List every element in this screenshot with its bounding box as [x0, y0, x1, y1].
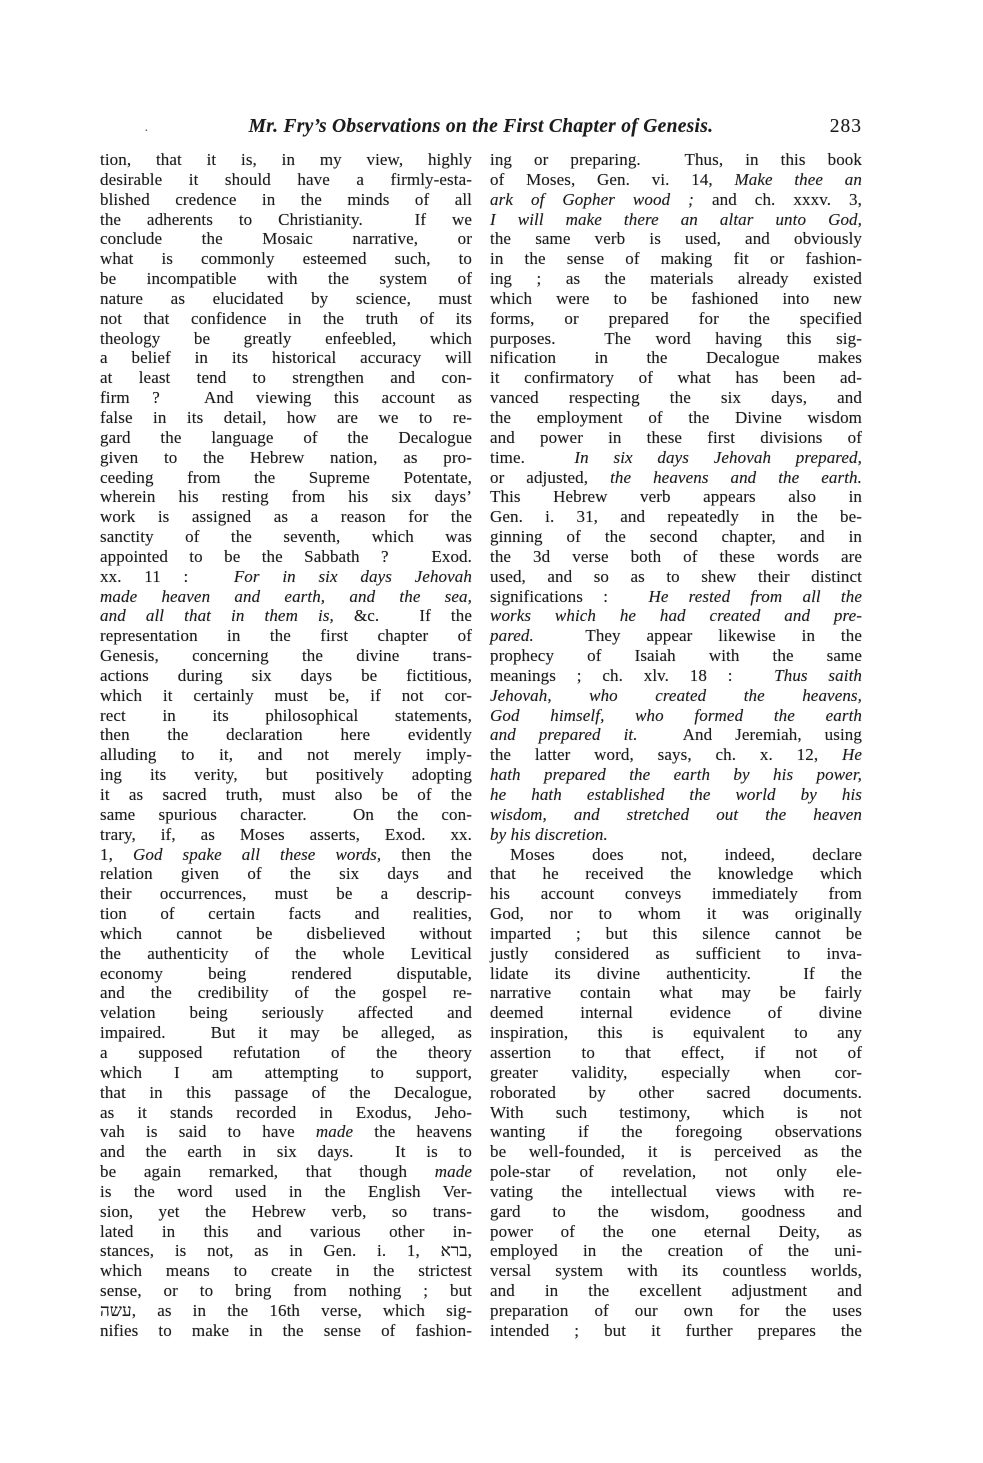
text-line: impaired. But it may be alleged, as — [100, 1023, 472, 1043]
text-line: given to the Hebrew nation, as pro- — [100, 447, 472, 467]
text-line: God himself, who formed the earth — [490, 705, 862, 725]
text-line: the adherents to Christianity. If we — [100, 209, 472, 229]
text-line: by his discretion. — [490, 824, 608, 844]
text-line: at least tend to strengthen and con- — [100, 368, 472, 388]
text-line: vah is said to have made the heavens — [100, 1122, 472, 1142]
text-line: ing ; as the materials already existed — [490, 269, 862, 289]
text-line: intended ; but it further prepares the — [490, 1320, 862, 1340]
text-line: God, nor to whom it was originally — [490, 904, 862, 924]
text-line: a belief in its historical accuracy will — [100, 348, 472, 368]
page-number: 283 — [829, 116, 862, 137]
text-line: it confirmatory of what has been ad- — [490, 368, 862, 388]
text-line: the latter word, says, ch. x. 12, He — [490, 745, 862, 765]
text-line: sion, yet the Hebrew verb, so trans- — [100, 1201, 472, 1221]
text-line: that he received the knowledge which — [490, 864, 862, 884]
text-line: This Hebrew verb appears also in — [490, 487, 862, 507]
text-line: forms, or prepared for the specified — [490, 308, 862, 328]
text-line: blished credence in the minds of all — [100, 189, 472, 209]
text-line: it as sacred truth, must also be of the — [100, 785, 472, 804]
text-line: be incompatible with the system of — [100, 269, 472, 289]
text-line: Jehovah, who created the heavens, — [490, 685, 862, 705]
text-line: time. In six days Jehovah prepared, — [490, 447, 862, 467]
text-line: vating the intellectual views with re- — [490, 1181, 862, 1201]
text-line: With such testimony, which is not — [490, 1102, 862, 1122]
text-line: lated in this and various other in- — [100, 1221, 472, 1241]
text-line: and in the excellent adjustment and — [490, 1281, 862, 1301]
text-line: which I am attempting to support, — [100, 1062, 472, 1082]
column-left — [100, 150, 472, 1341]
text-line: the employment of the Divine wisdom — [490, 407, 862, 427]
text-line: 1, God spake all these words, then the — [100, 844, 472, 864]
text-line: ceeding from the Supreme Potentate, — [100, 467, 472, 487]
text-line: preparation of our own for the uses — [490, 1300, 862, 1320]
text-line: same spurious character. On the con- — [100, 804, 472, 824]
text-line: false in its detail, how are we to re- — [100, 407, 472, 427]
text-line: stances, is not, as in Gen. i. 1, ברא, — [100, 1241, 472, 1261]
text-line: prophecy of Isaiah with the same — [490, 646, 862, 666]
text-line: works which he had created and pre- — [490, 606, 862, 626]
text-line: narrative contain what may be fairly — [490, 983, 862, 1003]
text-line: power of the one eternal Deity, as — [490, 1221, 862, 1241]
text-line: which means to create in the strictest — [100, 1261, 472, 1281]
text-line: gard to the wisdom, goodness and — [490, 1201, 862, 1221]
text-line: which were to be fashioned into new — [490, 288, 862, 308]
text-line: ark of Gopher wood ; and ch. xxxv. 3, — [490, 189, 863, 209]
text-line: firm ? And viewing this account as — [100, 388, 472, 408]
text-line: actions during six days be fictitious, — [100, 665, 472, 685]
text-line: vanced respecting the six days, and — [490, 388, 862, 408]
text-line: which cannot be disbelieved without — [100, 923, 472, 943]
text-line: tion, that it is, in my view, highly — [100, 150, 472, 169]
text-line: a supposed refutation of the theory — [100, 1042, 472, 1062]
text-line: alluding to it, and not merely imply- — [100, 745, 472, 765]
text-line: Gen. i. 31, and repeatedly in the be- — [490, 507, 862, 527]
text-line: nification in the Decalogue makes — [490, 348, 862, 368]
text-line: he hath established the world by his — [490, 785, 862, 804]
text-block — [100, 150, 862, 1341]
text-line: significations : He rested from all the — [490, 586, 862, 606]
text-line: velation being seriously affected and — [100, 1003, 472, 1023]
text-line: representation in the first chapter of — [100, 626, 472, 646]
text-line: conclude the Mosaic narrative, or — [100, 229, 472, 249]
text-line: and power in these first divisions of — [490, 427, 862, 447]
text-line: work is assigned as a reason for the — [100, 507, 472, 527]
text-line: I will make there an altar unto God, — [490, 209, 862, 229]
scan-artifact-dot: · — [144, 124, 149, 139]
column-right — [490, 150, 862, 1341]
text-line: pared. They appear likewise in the — [490, 626, 862, 646]
text-line: made heaven and earth, and the sea, — [100, 586, 472, 606]
running-head-title: Mr. Fry’s Observations on the First Chapter of Genesis. — [248, 116, 714, 137]
page-header — [100, 116, 862, 146]
text-line: xx. 11 : For in six days Jehovah — [100, 566, 472, 586]
text-line: Genesis, concerning the divine trans- — [100, 646, 472, 666]
text-line: wherein his resting from his six days’ — [100, 487, 472, 507]
text-line: hath prepared the earth by his power, — [490, 765, 862, 785]
text-line: wisdom, and stretched out the heaven — [490, 804, 862, 824]
text-line: and prepared it. And Jeremiah, using — [490, 725, 862, 745]
text-line: nature as elucidated by science, must — [100, 288, 472, 308]
text-line: wanting if the foregoing observations — [490, 1122, 862, 1142]
text-line: as it stands recorded in Exodus, Jeho- — [100, 1102, 472, 1122]
text-line: greater validity, especially when cor- — [490, 1062, 862, 1082]
text-line: ginning of the second chapter, and in — [490, 527, 862, 547]
text-line: inspiration, this is equivalent to any — [490, 1023, 862, 1043]
text-line: be again remarked, that though made — [100, 1162, 472, 1182]
text-line: ing its verity, but positively adopting — [100, 765, 472, 785]
text-line: in the sense of making fit or fashion- — [490, 249, 862, 269]
text-line: Moses does not, indeed, declare — [510, 844, 862, 864]
text-line: sense, or to bring from nothing ; but — [100, 1281, 472, 1301]
text-line: and the credibility of the gospel re- — [100, 983, 472, 1003]
text-line: trary, if, as Moses asserts, Exod. xx. — [100, 824, 472, 844]
text-line: which it certainly must be, if not cor- — [100, 685, 472, 705]
text-line: economy being rendered disputable, — [100, 963, 472, 983]
text-line: then the declaration here evidently — [100, 725, 472, 745]
text-line: be well-founded, it is perceived as the — [490, 1142, 862, 1162]
text-line: assertion to that effect, if not of — [490, 1042, 862, 1062]
text-line: rect in its philosophical statements, — [100, 705, 472, 725]
text-line: employed in the creation of the uni- — [490, 1241, 862, 1261]
text-line: appointed to be the Sabbath ? Exod. — [100, 546, 472, 566]
text-line: the same verb is used, and obviously — [490, 229, 862, 249]
text-line: deemed internal evidence of divine — [490, 1003, 862, 1023]
text-line: meanings ; ch. xlv. 18 : Thus saith — [490, 665, 862, 685]
text-line: desirable it should have a firmly-esta- — [100, 169, 472, 189]
text-line: used, and so as to shew their distinct — [490, 566, 862, 586]
text-line: versal system with its countless worlds, — [490, 1261, 862, 1281]
text-line: relation given of the six days and — [100, 864, 472, 884]
text-line: not that confidence in the truth of its — [100, 308, 472, 328]
text-line: or adjusted, the heavens and the earth. — [490, 467, 862, 487]
text-line: his account conveys immediately from — [490, 884, 862, 904]
text-line: the 3d verse both of these words are — [490, 546, 862, 566]
text-line: of Moses, Gen. vi. 14, Make thee an — [490, 169, 862, 189]
text-line: justly considered as sufficient to inva- — [490, 943, 862, 963]
text-line: is the word used in the English Ver- — [100, 1181, 472, 1201]
text-line: gard the language of the Decalogue — [100, 427, 472, 447]
text-line: עשה, as in the 16th verse, which sig- — [100, 1300, 472, 1320]
text-line: what is commonly esteemed such, to — [100, 249, 472, 269]
text-line: and all that in them is, &c. If the — [100, 606, 472, 626]
text-line: sanctity of the seventh, which was — [100, 527, 472, 547]
text-line: the authenticity of the whole Levitical — [100, 943, 472, 963]
text-line: theology be greatly enfeebled, which — [100, 328, 472, 348]
text-line: their occurrences, must be a descrip- — [100, 884, 472, 904]
text-line: pole-star of revelation, not only ele- — [490, 1162, 862, 1182]
text-line: ing or preparing. Thus, in this book — [490, 150, 862, 169]
text-line: purposes. The word having this sig- — [490, 328, 862, 348]
text-line: lidate its divine authenticity. If the — [490, 963, 862, 983]
text-line: that in this passage of the Decalogue, — [100, 1082, 472, 1102]
text-line: tion of certain facts and realities, — [100, 904, 472, 924]
text-line: nifies to make in the sense of fashion- — [100, 1320, 472, 1340]
text-line: and the earth in six days. It is to — [100, 1142, 472, 1162]
text-line: roborated by other sacred documents. — [490, 1082, 862, 1102]
text-line: imparted ; but this silence cannot be — [490, 923, 862, 943]
